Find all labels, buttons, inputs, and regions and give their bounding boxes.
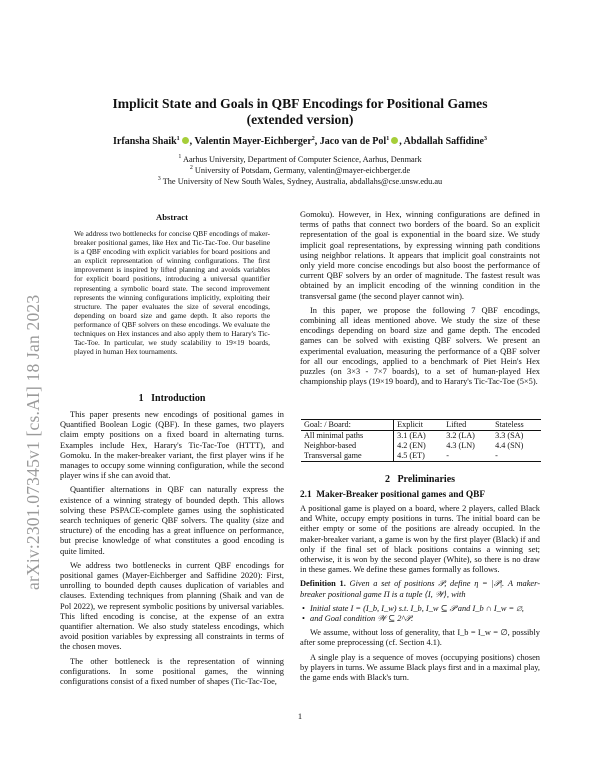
table-header-cell: Explicit: [394, 420, 444, 431]
encodings-table: [301, 419, 541, 462]
arxiv-stamp-text: arXiv:2301.07345v1 [cs.AI] 18 Jan 2023: [23, 294, 43, 590]
paper-title: [80, 96, 520, 128]
affiliation: $^3$ The University of New South Wales, Sydney, Australia, abdallahs@cse.unsw.edu.au: [157, 176, 443, 186]
paragraph: This paper presents new encodings of positional games in Quantified Boolean Logic (QBF). In these games, two players claim empty positions on a fixed board in alternating turns. Examples include Hex, Harary's Tic-Tac-Toe (HTTT), and Gomoku. In the maker-breaker variant, the first player wins if he manages to occupy some winning configuration, while the second player wins if she can avoid that.: [60, 410, 284, 481]
author: Valentin Mayer-Eichberger$^2$,: [194, 136, 320, 147]
affiliation: $^1$ Aarhus University, Department of Computer Science, Aarhus, Denmark: [178, 154, 422, 164]
orcid-icon[interactable]: [391, 137, 398, 144]
table-row: [301, 441, 541, 451]
orcid-icon[interactable]: [182, 137, 189, 144]
table-cell: -: [492, 451, 541, 462]
author-list: [60, 136, 540, 147]
affiliation: $^2$ University of Potsdam, Germany, valentin@mayer-eichberger.de: [189, 165, 411, 175]
paragraph: We assume, without loss of generality, that I_b = I_w = ∅, possibly after some preprocessing (cf. Section 4.1).: [300, 628, 540, 648]
table-cell: 4.3 (LN): [446, 441, 475, 450]
definition-label: Definition 1.: [300, 579, 346, 589]
abstract-title: Abstract: [156, 212, 188, 222]
preliminaries-body: [300, 504, 540, 687]
section-heading-introduction: 1 Introduction: [138, 393, 206, 404]
table-header-cell: Goal: / Board:: [301, 420, 394, 431]
abstract-body: We address two bottlenecks for concise QBF encodings of maker-breaker positional games, like Hex and Tic-Tac-Toe. Our baseline is a QBF encoding with explicit variables for board positions and an explicit representation of winning configurations. The first improvement is inspired by lifted planning and avoids variables for explicit board positions, introducing a universal quantifier representing a symbolic board state. The second improvement represents the winning configurations implicitly, exploiting their structure. The paper evaluates the size of several encodings, depending on board size and game depth. It also reports the performance of QBF solvers on these encodings. We evaluate the techniques on Hex instances and also apply them to Harary's Tic-Tac-Toe. In particular, we study scalability to 19×19 boards, played in human Hex tournaments.: [74, 229, 270, 357]
paragraph: Quantifier alternations in QBF can naturally express the existence of a winning strategy of bounded depth. This allows solving these PSPACE-complete games using the sophisticated search techniques of generic QBF solvers. The quality (size and structure) of the encoding has a great influence on performance, but precise knowledge of what constitutes a good encoding is quite limited.: [60, 485, 284, 556]
table-cell: Transversal game: [301, 451, 394, 462]
introduction-body: [60, 410, 284, 691]
table-cell: -: [443, 451, 492, 462]
arxiv-stamp: [20, 200, 60, 590]
table-cell: 4.4 (SN): [495, 441, 524, 450]
table-cell: 3.3 (SA): [495, 431, 524, 440]
section-heading-preliminaries: 2 Preliminaries: [384, 474, 456, 485]
table-cell: 3.2 (LA): [446, 431, 475, 440]
definition-bullet: • and Goal condition 𝒲 ⊆ 2^𝒫.: [300, 614, 540, 624]
paragraph: We address two bottlenecks in current QBF encodings for positional games (Mayer-Eichberger and Saffidine 2020): First, unrolling to bounded depth causes duplication of variables and clauses. Extending techniques from planning (Shaik and van de Pol 2022), we represent symbolic positions by universal variables. This lifted encoding is concise, at the expense of an extra quantifier alternation. We also study stateless encodings, which avoid position variables by expressing all constraints in terms of the chosen moves.: [60, 560, 284, 652]
table-row: [301, 431, 541, 442]
paragraph: A positional game is played on a board, where 2 players, called Black and White, occupy empty positions in turns. The initial board can be either empty or some of the positions are already occupied. In the maker-breaker variant, a game is won by the first player (Black) if and only if the final set of black positions contains a winning set; otherwise, it is won by the second player (White), so there is no draw in these games. We define these games formally as follows.: [300, 504, 540, 575]
definition-bullet: • Initial state I = (I_b, I_w) s.t. I_b, I_w ⊆ 𝒫 and I_b ∩ I_w = ∅,: [300, 604, 540, 614]
page-number: 1: [297, 711, 303, 721]
definition: [300, 579, 540, 599]
author: Jaco van de Pol$^1$ ,: [319, 136, 404, 147]
subsection-heading: 2.1 Maker-Breaker positional games and QBF: [300, 490, 486, 500]
table-cell: 4.2 (EN): [397, 441, 426, 450]
definition-text: Given a set of positions 𝒫, define η = |𝒫|. A maker-breaker positional game Π is a tuple ⟨I, 𝒲⟩, with: [300, 579, 541, 599]
table-header-cell: Lifted: [443, 420, 492, 431]
table-header-row: [301, 420, 541, 431]
paragraph: Gomoku). However, in Hex, winning configurations are defined in terms of paths that connect two borders of the board. So an explicit representation of the goal is exponential in the board size. We study implicit goal representations, by expressing winning path conditions using neighbor relations. It appears that implicit goal constraints not only yield more concise encodings but also boost the performance of current QBF solvers by an order of magnitude. The fastest result was obtained by an implicit encoding of the winning condition in the transversal game (the second player cannot win).: [300, 210, 540, 301]
table-cell: 4.5 (ET): [394, 451, 444, 462]
table-header-cell: Stateless: [492, 420, 541, 431]
table-cell: 3.1 (EA): [397, 431, 426, 440]
paragraph: The other bottleneck is the representation of winning configurations. In some positional games, the winning configurations consist of a fixed number of shapes (Tic-Tac-Toe,: [60, 656, 284, 687]
table-row: [301, 451, 541, 462]
right-column-intro: [300, 210, 540, 391]
table-cell: All minimal paths: [301, 431, 394, 442]
table-cell: Neighbor-based: [301, 441, 394, 451]
title-line-1: Implicit State and Goals in QBF Encodings for Positional Games: [112, 96, 488, 111]
title-line-2: (extended version): [246, 112, 354, 127]
paragraph: A single play is a sequence of moves (occupying positions) chosen by players in turns. We assume Black plays first and in a maximal play, the game ends with Black's turn.: [300, 652, 540, 683]
paragraph: In this paper, we propose the following 7 QBF encodings, combining all ideas mentioned above. We study the size of these encodings depending on board size and game depth. The encoded games can be solved with existing QBF solvers. We present an experimental evaluation, measuring the performance of a QBF solver for all our encodings, applied to a benchmark of Piet Hein's Hex puzzles (on 3×3 - 7×7 boards), to a set of human-played Hex championship plays (19×19 board), and to Harary's Tic-Tac-Toe (5×5).: [300, 305, 540, 387]
author: Abdallah Saffidine$^3$: [403, 136, 487, 147]
author: Irfansha Shaik$^1$ ,: [113, 136, 195, 147]
